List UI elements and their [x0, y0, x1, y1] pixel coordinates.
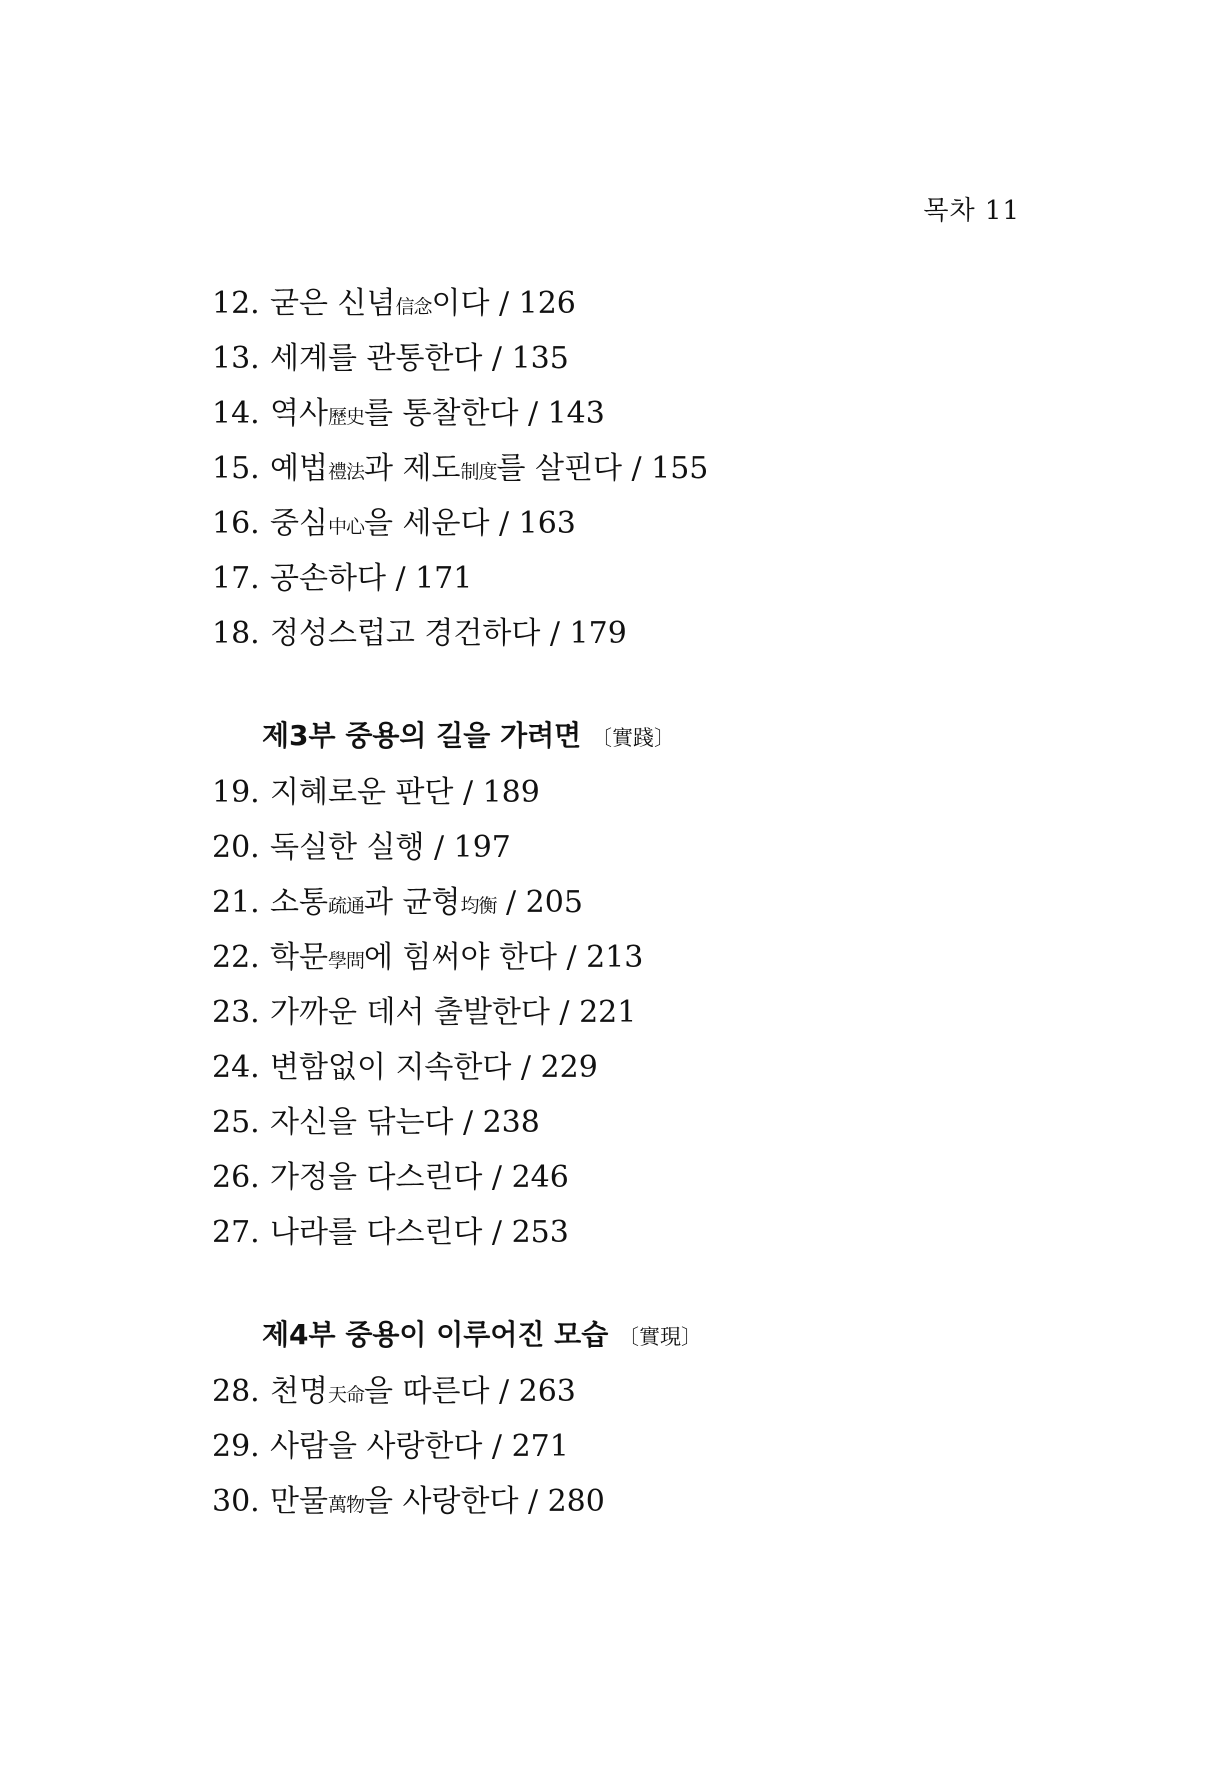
toc-entry: [212, 394, 1032, 449]
toc-entry-text: 자신을 닦는다 / 238: [270, 1105, 540, 1140]
entry-group-part2: [212, 284, 1032, 669]
toc-entry-text: 소통: [270, 885, 328, 920]
toc-entry-text: 에 힘써야 한다 / 213: [363, 940, 644, 975]
toc-entry: [212, 1048, 1032, 1103]
toc-entry-number: 26.: [212, 1160, 260, 1195]
toc-entry-number: 13.: [212, 341, 260, 376]
toc-entry-text: 가까운 데서 출발한다 / 221: [270, 995, 637, 1030]
toc-entry-text: 세계를 관통한다 / 135: [270, 341, 569, 376]
toc-entry-text: 예법: [270, 451, 328, 486]
part4-hanja-note: 〔實現〕: [618, 1325, 703, 1349]
toc-entry-text: 를 통찰한다 / 143: [363, 396, 605, 431]
toc-entry-number: 14.: [212, 396, 260, 431]
toc-entry-text: 사람을 사랑한다 / 271: [270, 1429, 569, 1464]
running-header: 목차 11: [923, 196, 1020, 226]
toc-entry-text: 을 세운다 / 163: [363, 506, 576, 541]
toc-entry-text: 학문: [270, 940, 328, 975]
toc-entry-text: / 205: [496, 885, 583, 920]
toc-entry-hanja: 學問: [327, 950, 364, 972]
toc-entry-number: 28.: [212, 1374, 260, 1409]
entry-group-part4: [212, 1372, 1032, 1537]
toc-entry: [212, 993, 1032, 1048]
part4-heading: [212, 1315, 1032, 1372]
toc-entry: [212, 883, 1032, 938]
toc-entry-text: 공손하다 / 171: [270, 561, 473, 596]
toc-entry-number: 21.: [212, 885, 260, 920]
toc-entry: [212, 828, 1032, 883]
toc-entry: [212, 773, 1032, 828]
toc-entry: [212, 1213, 1032, 1268]
toc-entry-number: 22.: [212, 940, 260, 975]
toc-entry: [212, 1372, 1032, 1427]
toc-entry-hanja: 中心: [327, 516, 364, 538]
toc-entry-number: 15.: [212, 451, 260, 486]
part3-hanja-note: 〔實踐〕: [590, 726, 675, 750]
toc-entry-number: 16.: [212, 506, 260, 541]
toc-entry-text: 가정을 다스린다 / 246: [270, 1160, 569, 1195]
toc-entry-text: 나라를 다스린다 / 253: [270, 1215, 569, 1250]
toc-entry: [212, 1103, 1032, 1158]
toc-entry: [212, 614, 1032, 669]
table-of-contents: [212, 284, 1032, 1537]
toc-entry-hanja: 歷史: [327, 406, 364, 428]
toc-entry-number: 19.: [212, 775, 260, 810]
toc-entry-number: 29.: [212, 1429, 260, 1464]
toc-entry-text: 역사: [270, 396, 328, 431]
toc-entry: [212, 1482, 1032, 1537]
toc-entry: [212, 504, 1032, 559]
toc-entry-number: 27.: [212, 1215, 260, 1250]
toc-entry-text: 굳은 신념: [270, 286, 396, 321]
toc-entry-number: 17.: [212, 561, 260, 596]
toc-entry-text: 독실한 실행 / 197: [270, 830, 511, 865]
toc-entry-text: 중심: [270, 506, 328, 541]
toc-entry-hanja: 天命: [327, 1384, 364, 1406]
toc-entry-text: 만물: [270, 1484, 328, 1519]
toc-entry-text: 를 살핀다 / 155: [496, 451, 709, 486]
toc-entry-number: 23.: [212, 995, 260, 1030]
toc-entry: [212, 1158, 1032, 1213]
toc-entry: [212, 284, 1032, 339]
toc-entry-hanja: 均衡: [460, 895, 497, 917]
toc-entry-text: 을 사랑한다 / 280: [363, 1484, 605, 1519]
toc-entry-hanja: 制度: [460, 461, 497, 483]
toc-entry-text: 이다 / 126: [431, 286, 576, 321]
toc-entry-text: 천명: [270, 1374, 328, 1409]
part4-title: 제4부 중용이 이루어진 모습: [262, 1318, 609, 1351]
toc-entry-hanja: 禮法: [327, 461, 364, 483]
toc-entry-text: 을 따른다 / 263: [363, 1374, 576, 1409]
toc-entry-text: 과 균형: [363, 885, 461, 920]
toc-entry: [212, 1427, 1032, 1482]
toc-entry-text: 과 제도: [363, 451, 461, 486]
toc-entry-number: 20.: [212, 830, 260, 865]
toc-entry: [212, 339, 1032, 394]
toc-entry-text: 지혜로운 판단 / 189: [270, 775, 540, 810]
section-spacer: [212, 669, 1032, 716]
toc-entry-number: 12.: [212, 286, 260, 321]
toc-entry: [212, 449, 1032, 504]
toc-entry-number: 24.: [212, 1050, 260, 1085]
toc-entry: [212, 938, 1032, 993]
toc-entry-number: 18.: [212, 616, 260, 651]
toc-entry-number: 30.: [212, 1484, 260, 1519]
toc-entry-text: 변함없이 지속한다 / 229: [270, 1050, 598, 1085]
toc-entry-hanja: 疏通: [327, 895, 364, 917]
entry-group-part3: [212, 773, 1032, 1268]
toc-entry: [212, 559, 1032, 614]
toc-entry-hanja: 信念: [395, 296, 432, 318]
part3-heading: [212, 716, 1032, 773]
section-spacer: [212, 1268, 1032, 1315]
part3-title: 제3부 중용의 길을 가려면: [262, 719, 582, 752]
toc-entry-number: 25.: [212, 1105, 260, 1140]
toc-entry-text: 정성스럽고 경건하다 / 179: [270, 616, 627, 651]
toc-entry-hanja: 萬物: [327, 1494, 364, 1516]
